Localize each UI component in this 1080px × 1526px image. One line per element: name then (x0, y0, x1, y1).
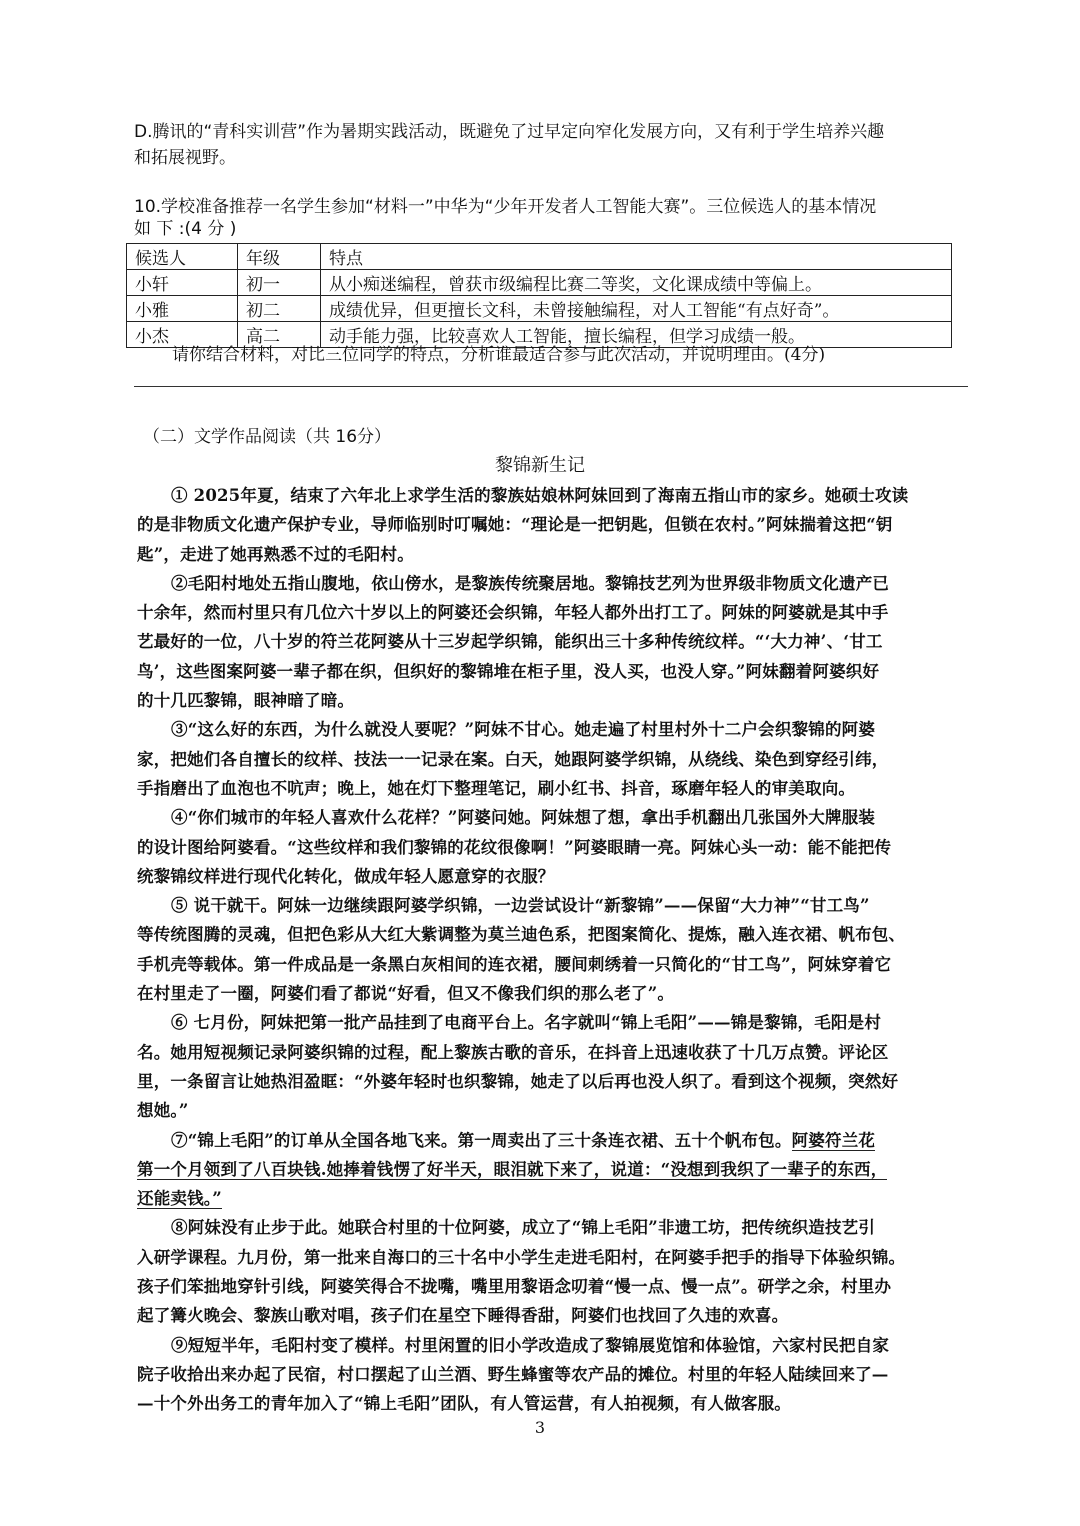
paragraph-6-line: 想她。” (137, 1101, 189, 1121)
header-traits: 特点 (321, 244, 952, 270)
underlined-text: 还能卖钱。” (137, 1189, 222, 1209)
paragraph-2-line: 的十几匹黎锦，眼神暗了暗。 (137, 691, 355, 711)
table-row (127, 270, 952, 296)
paragraph-8-line: ⑧阿妹没有止步于此。她联合村里的十位阿婆，成立了“锦上毛阳”非遗工坊，把传统织造技艺引 (171, 1218, 876, 1238)
table-cell: 初二 (238, 296, 321, 322)
paragraph-8-line: 孩子们笨拙地穿针引线，阿婆笑得合不拢嘴，嘴里用黎语念叨着“慢一点、慢一点”。研学之余，村里办 (137, 1277, 892, 1297)
candidate-table (126, 243, 952, 348)
paragraph-5-line: 等传统图腾的灵魂，但把色彩从大红大紫调整为莫兰迪色系，把图案简化、提炼，融入连衣裙、帆布包、 (137, 925, 906, 945)
table-cell: 小杰 (127, 322, 238, 348)
header-candidate: 候选人 (127, 244, 238, 270)
paragraph-6-line: 里，一条留言让她热泪盈眶：“外婆年轻时也织黎锦，她走了以后再也没人织了。看到这个视频，突然好 (137, 1071, 899, 1091)
paragraph-9-line: 院子收拾出来办起了民宿，村口摆起了山兰酒、野生蜂蜜等农产品的摊位。村里的年轻人陆续回来了— (137, 1364, 889, 1384)
underlined-text: 第一个月领到了八百块钱.她捧着钱愣了好半天，眼泪就下来了，说道：“没想到我织了一辈子的东西， (137, 1159, 888, 1179)
page-number: 3 (534, 1418, 546, 1437)
paragraph-6-line: ⑥ 七月份，阿妹把第一批产品挂到了电商平台上。名字就叫“锦上毛阳”——锦是黎锦，毛阳是村 (171, 1013, 882, 1033)
paragraph-2-line: 十余年，然而村里只有几位六十岁以上的阿婆还会织锦，年轻人都外出打工了。阿妹的阿婆就是其中手 (137, 603, 889, 623)
paragraph-1-line: 的是非物质文化遗产保护专业，导师临别时叮嘱她：“理论是一把钥匙，但锁在农村。”阿妹揣着这把“钥 (137, 515, 893, 535)
paragraph-2-line: 艺最好的一位，八十岁的符兰花阿婆从十三岁起学织锦，能织出三十多种传统纹样。“‘大力神’、‘甘工 (137, 632, 883, 652)
paragraph-9-line: ⑨短短半年，毛阳村变了模样。村里闲置的旧小学改造成了黎锦展览馆和体验馆，六家村民把自家 (171, 1335, 890, 1355)
table-cell: 小轩 (127, 270, 238, 296)
table-cell: 小雅 (127, 296, 238, 322)
paragraph-1-line: ① 2025年夏，结束了六年北上求学生活的黎族姑娘林阿妹回到了海南五指山市的家乡。她硕士攻读 (171, 486, 909, 505)
option-d-line1: D.腾讯的“青科实训营”作为暑期实践活动，既避免了过早定向窄化发展方向，又有利于学生培养兴趣 (134, 122, 885, 142)
paragraph-1-line: 匙”，走进了她再熟悉不过的毛阳村。 (137, 544, 414, 564)
paragraph-3-line: 手指磨出了血泡也不吭声；晚上，她在灯下整理笔记，刷小红书、抖音，琢磨年轻人的审美取向。 (137, 778, 856, 798)
paragraph-8-line: 入研学课程。九月份，第一批来自海口的三十名中小学生走进毛阳村，在阿婆手把手的指导下体验织锦。 (137, 1247, 906, 1267)
story-title: 黎锦新生记 (495, 455, 585, 476)
answer-line (134, 386, 968, 387)
paragraph-5-line: ⑤ 说干就干。阿妹一边继续跟阿婆学织锦，一边尝试设计“新黎锦”——保留“大力神”“甘工鸟” (171, 896, 870, 916)
question10-prompt-line1: 10.学校准备推荐一名学生参加“材料一”中华为“少年开发者人工智能大赛”。三位候选人的基本情况 (134, 197, 877, 217)
paragraph-4-line: ④“你们城市的年轻人喜欢什么花样？”阿婆问她。阿妹想了想，拿出手机翻出几张国外大牌服装 (171, 808, 876, 828)
header-grade: 年级 (238, 244, 321, 270)
paragraph-4-line: 统黎锦纹样进行现代化转化，做成年轻人愿意穿的衣服？ (137, 866, 555, 886)
paragraph-8-line: 起了篝火晚会、黎族山歌对唱，孩子们在星空下睡得香甜，阿婆们也找回了久违的欢喜。 (137, 1306, 789, 1326)
paragraph-9-line: —十个外出务工的青年加入了“锦上毛阳”团队，有人管运营，有人拍视频，有人做客服。 (137, 1394, 791, 1414)
paragraph-2-line: ②毛阳村地处五指山腹地，依山傍水，是黎族传统聚居地。黎锦技艺列为世界级非物质文化遗产已 (171, 573, 890, 593)
question10-instruction: 请你结合材料，对比三位同学的特点，分析谁最适合参与此次活动，并说明理由。(4分) (172, 345, 826, 365)
paragraph-3-line: ③“这么好的东西，为什么就没人要呢？”阿妹不甘心。她走遍了村里村外十二户会织黎锦的阿婆 (171, 720, 876, 740)
paragraph-4-line: 的设计图给阿婆看。“这些纹样和我们黎锦的花纹很像啊！”阿婆眼睛一亮。阿妹心头一动：能不能把传 (137, 837, 892, 857)
paragraph-7-line (137, 1126, 979, 1155)
paragraph-5-line: 手机壳等载体。第一件成品是一条黑白灰相间的连衣裙，腰间刺绣着一只简化的“甘工鸟”，阿妹穿着它 (137, 954, 892, 974)
table-cell: 成绩优异，但更擅长文科，未曾接触编程，对人工智能“有点好奇”。 (321, 296, 952, 322)
paragraph-7-line (137, 1184, 979, 1213)
section-heading: （二）文学作品阅读（共 16分） (143, 427, 392, 447)
paragraph-3-line: 家，把她们各自擅长的纹样、技法一一记录在案。白天，她跟阿婆学织锦，从绕线、染色到穿经引纬， (137, 749, 889, 769)
table-row (127, 296, 952, 322)
table-header-row (127, 244, 952, 270)
option-d-line2: 和拓展视野。 (134, 148, 236, 168)
paragraph-7-text: ⑦“锦上毛阳”的订单从全国各地飞来。第一周卖出了三十条连衣裙、五十个帆布包。 (171, 1130, 792, 1150)
table-cell: 动手能力强，比较喜欢人工智能，擅长编程，但学习成绩一般。 (321, 322, 952, 348)
paragraph-5-line: 在村里走了一圈，阿婆们看了都说“好看，但又不像我们织的那么老了”。 (137, 984, 675, 1004)
question10-prompt-line2: 如 下 :(4 分 ) (134, 219, 237, 239)
paragraph-7-line (137, 1155, 979, 1184)
story-body (137, 481, 979, 1419)
paragraph-2-line: 鸟’，这些图案阿婆一辈子都在织，但织好的黎锦堆在柜子里，没人买，也没人穿。”阿妹翻着阿婆织好 (137, 661, 880, 681)
paragraph-6-line: 名。她用短视频记录阿婆织锦的过程，配上黎族古歌的音乐，在抖音上迅速收获了十几万点赞。评论区 (137, 1042, 889, 1062)
table-cell: 初一 (238, 270, 321, 296)
underlined-text: 阿婆符兰花 (791, 1130, 876, 1150)
table-cell: 高二 (238, 322, 321, 348)
table-cell: 从小痴迷编程，曾获市级编程比赛二等奖，文化课成绩中等偏上。 (321, 270, 952, 296)
